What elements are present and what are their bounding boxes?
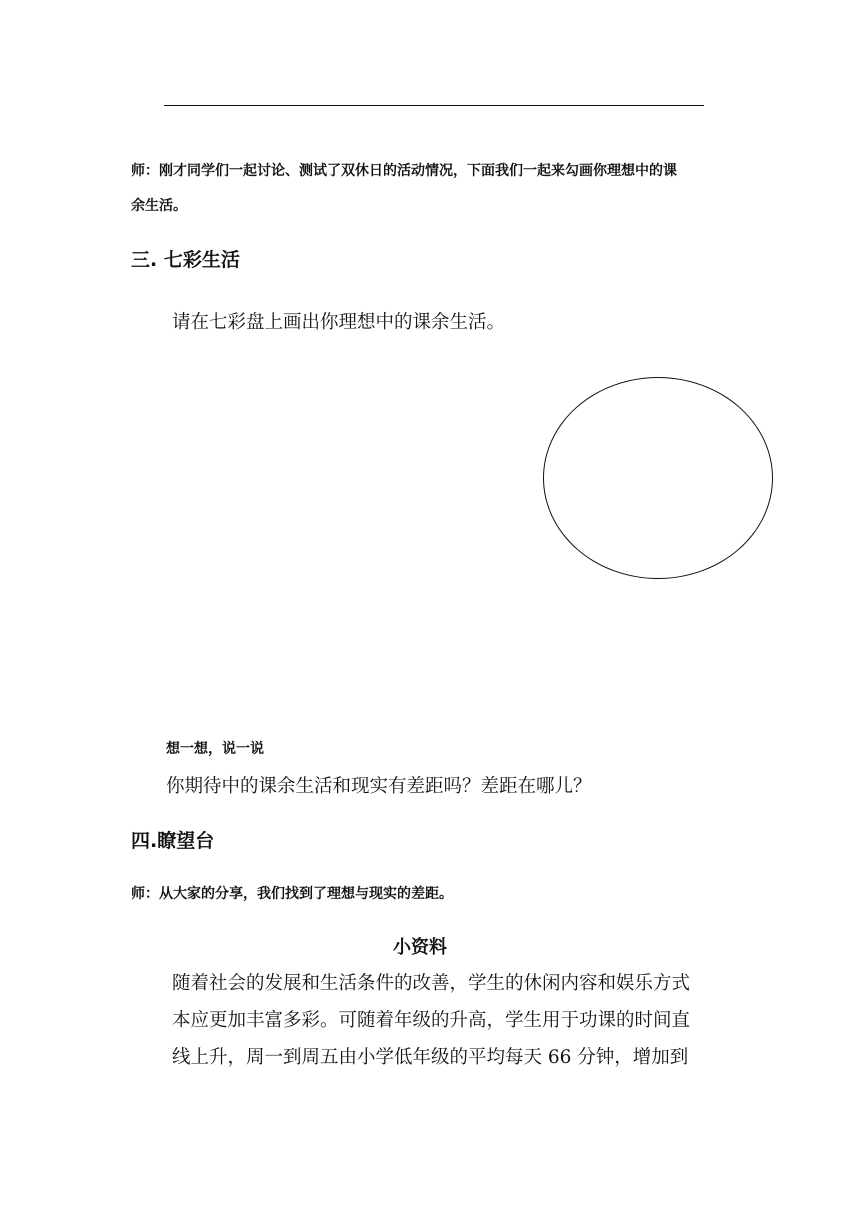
teacher-remark-line-2: 余生活。 <box>131 198 187 214</box>
top-rule <box>164 105 704 106</box>
section-three-instruction: 请在七彩盘上画出你理想中的课余生活。 <box>172 312 506 333</box>
section-four-heading: 四.瞭望台 <box>131 830 215 852</box>
resource-line: 线上升，周一到周五由小学低年级的平均每天 66 分钟，增加到 <box>172 1047 689 1068</box>
colorful-plate-circle <box>543 377 773 579</box>
teacher-remark-line-1: 师：刚才同学们一起讨论、测试了双休日的活动情况，下面我们一起来勾画你理想中的课 <box>131 163 677 179</box>
resource-paragraph <box>172 965 732 1076</box>
resource-line: 随着社会的发展和生活条件的改善，学生的休闲内容和娱乐方式 <box>172 973 691 994</box>
think-question: 你期待中的课余生活和现实有差距吗？差距在哪儿？ <box>166 776 592 797</box>
resource-line: 本应更加丰富多彩。可随着年级的升高，学生用于功课的时间直 <box>172 1010 691 1031</box>
resource-title: 小资料 <box>393 937 447 958</box>
think-label: 想一想，说一说 <box>166 741 264 757</box>
section-three-heading: 三. 七彩生活 <box>131 249 240 271</box>
teacher-remark-section-four: 师：从大家的分享，我们找到了理想与现实的差距。 <box>131 886 453 902</box>
